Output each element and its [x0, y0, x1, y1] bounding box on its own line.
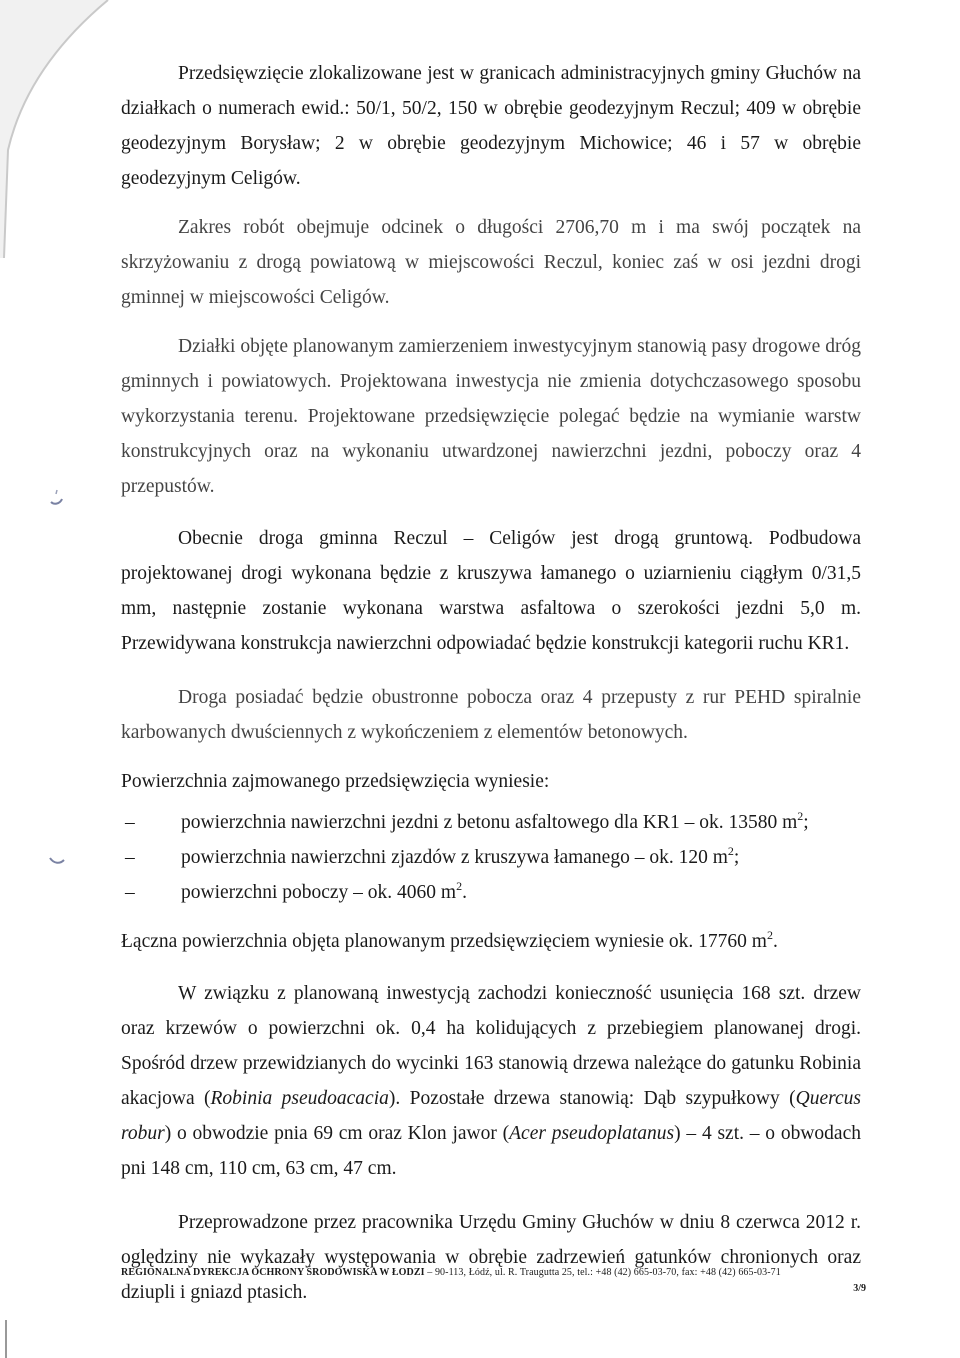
list-dash: –: [125, 847, 135, 868]
punch-hole-mark: [48, 852, 66, 868]
page-number: 3/9: [853, 1283, 866, 1294]
list-dash: –: [125, 812, 135, 833]
list-item: – powierzchnia nawierzchni jezdni z betonu asfaltowego dla KR1 – ok. 13580 $m^2$;: [121, 805, 861, 840]
list-item: – powierzchni poboczy – ok. 4060 $m^2$.: [121, 875, 861, 910]
scan-edge-shadow: [0, 0, 110, 260]
paragraph-plots: Działki objęte planowanym zamierzeniem inwestycyjnym stanowią pasy drogowe dróg gminnych i powiatowych. Projektowana inwestycja nie zmienia dotychczasowego sposobu wykorzystania terenu. Projektowane przedsięwzięcie polegać będzie na wymianie warstw konstrukcyjnych oraz na wykonaniu utwardzonej nawierzchni jezdni, poboczy oraz 4 przepustów.: [121, 336, 861, 497]
paragraph-total-area: Łączna powierzchnia objęta planowanym przedsięwzięciem wyniesie ok. 17760 $m^2$.: [121, 928, 778, 952]
paragraph-tree-removal: W związku z planowaną inwestycją zachodzi konieczność usunięcia 168 szt. drzew oraz krzewów o powierzchni ok. 0,4 ha kolidujących z przebiegiem planowanej drogi. Spośród drzew przewidzianych do wycinki 163 stanowią drzewa należące do gatunku Robinia akacjowa (Robinia pseudoacacia). Pozostałe drzewa stanowią: Dąb szypułkowy (Quercus robur) o obwodzie pnia 69 cm oraz Klon jawor (Acer pseudoplatanus) – 4 szt. – o obwodach pni 148 cm, 110 cm, 63 cm, 47 cm.: [121, 983, 861, 1179]
paragraph-scope: Zakres robót obejmuje odcinek o długości 2706,70 m i ma swój początek na skrzyżowaniu z drogą powiatową w miejscowości Reczul, koniec zaś w osi jezdni drogi gminnej w miejscowości Celigów.: [121, 217, 861, 308]
paragraph-location: Przedsięwzięcie zlokalizowane jest w granicach administracyjnych gminy Głuchów na działkach o numerach ewid.: 50/1, 50/2, 150 w obrębie geodezyjnym Reczul; 409 w obrębie geodezyjnym Borysław; 2 w obrębie geodezyjnym Michowice; 46 i 57 w obrębie geodezyjnym Celigów.: [121, 63, 861, 189]
list-dash: –: [125, 882, 135, 903]
paragraph-culverts: Droga posiadać będzie obustronne pobocza oraz 4 przepusty z rur PEHD spiralnie karbowanych dwuściennych z wykończeniem z elementów betonowych.: [121, 687, 861, 743]
footer-address: – 90-113, Łódź, ul. R. Traugutta 25, tel.: +48 (42) 665-03-70, fax: +48 (42) 665-03-71: [424, 1267, 781, 1278]
footer-organization: REGIONALNA DYREKCJA OCHRONY ŚRODOWISKA W ŁODZI: [121, 1267, 425, 1278]
document-body: [121, 56, 861, 1310]
area-list: [121, 805, 861, 910]
list-item: – powierzchnia nawierzchni zjazdów z kruszywa łamanego – ok. 120 $m^2$;: [121, 840, 861, 875]
page-footer: [121, 1267, 866, 1278]
paragraph-area-intro: Powierzchnia zajmowanego przedsięwzięcia wyniesie:: [121, 771, 550, 792]
scan-edge-mark: [0, 1320, 20, 1358]
paragraph-road-construction: Obecnie droga gminna Reczul – Celigów jest drogą gruntową. Podbudowa projektowanej drogi wykonana będzie z kruszywa łamanego o uziarnieniu ciągłym 0/31,5 mm, następnie zostanie wykonana warstwa asfaltowa o szerokości jezdni 5,0 m. Przewidywana konstrukcja nawierzchni odpowiadać będzie konstrukcji kategorii ruchu KR1.: [121, 528, 861, 654]
punch-hole-mark: [48, 488, 64, 506]
paragraph-inspection: Przeprowadzone przez pracownika Urzędu Gminy Głuchów w dniu 8 czerwca 2012 r. oględziny nie wykazały występowania w obrębie zadrzewień gatunków chronionych oraz dziupli i gniazd ptasich.: [121, 1212, 861, 1303]
